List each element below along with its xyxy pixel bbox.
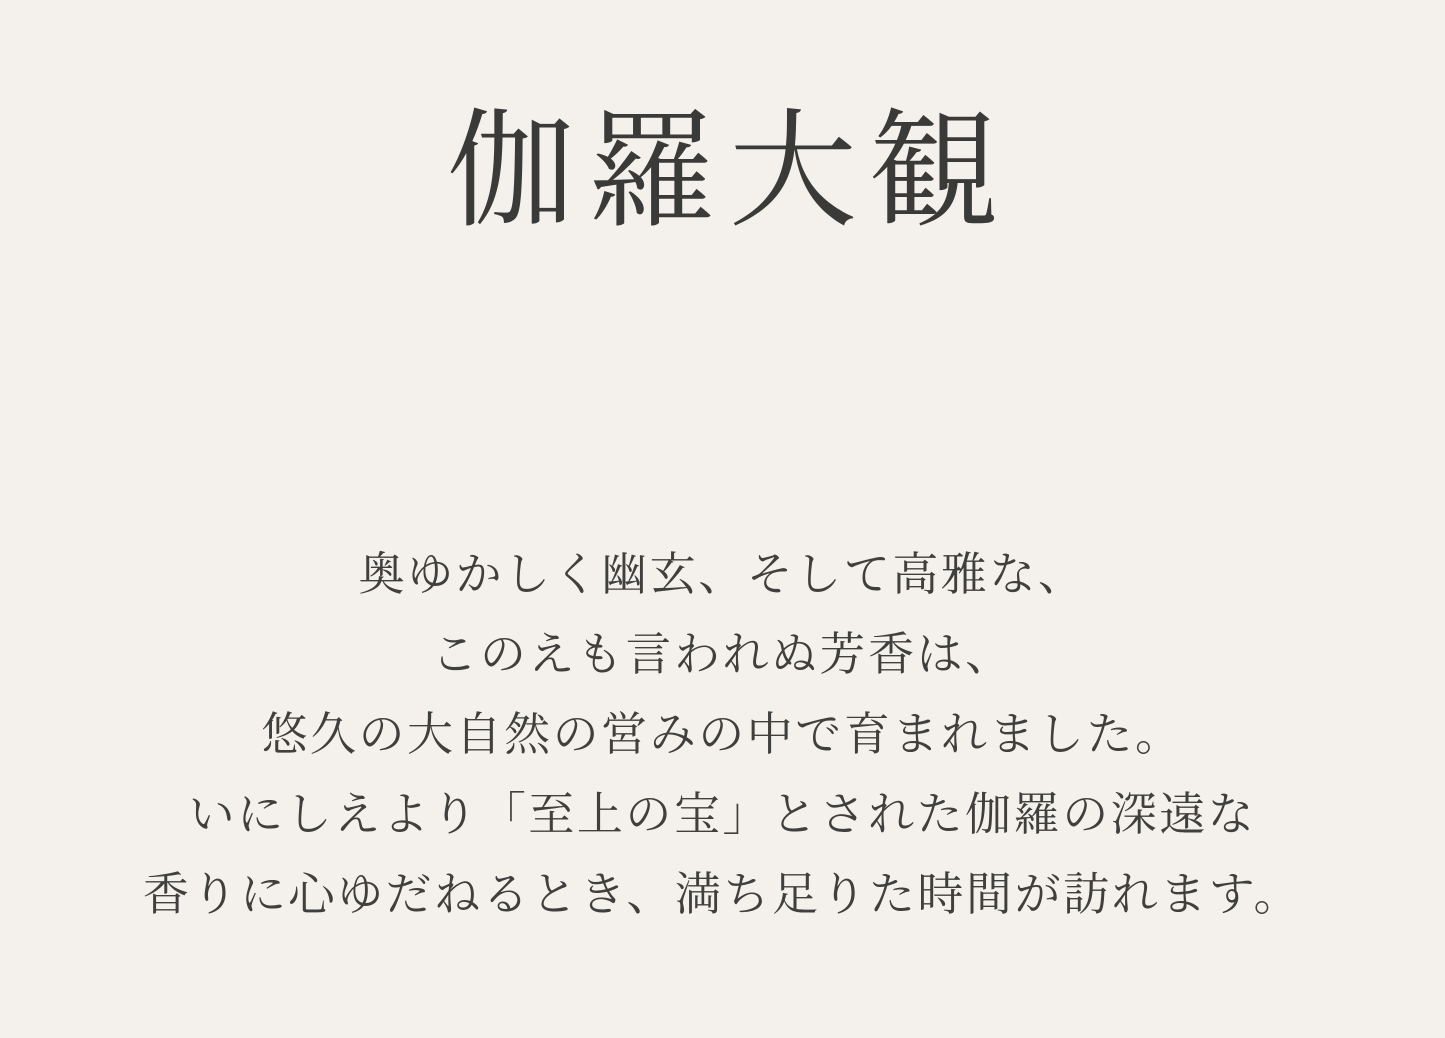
body-line: 悠久の大自然の営みの中で育まれました。 xyxy=(261,709,1184,761)
body-copy xyxy=(0,535,1445,935)
body-line: このえも言われぬ芳香は、 xyxy=(431,629,1014,681)
page-title: 伽羅大観 xyxy=(447,101,1011,243)
body-line: 奥ゆかしく幽玄、そして高雅な、 xyxy=(358,549,1087,601)
body-line: いにしえより「至上の宝」とされた伽羅の深遠な xyxy=(188,789,1257,841)
body-line: 香りに心ゆだねるとき、満ち足りた時間が訪れます。 xyxy=(142,869,1303,921)
